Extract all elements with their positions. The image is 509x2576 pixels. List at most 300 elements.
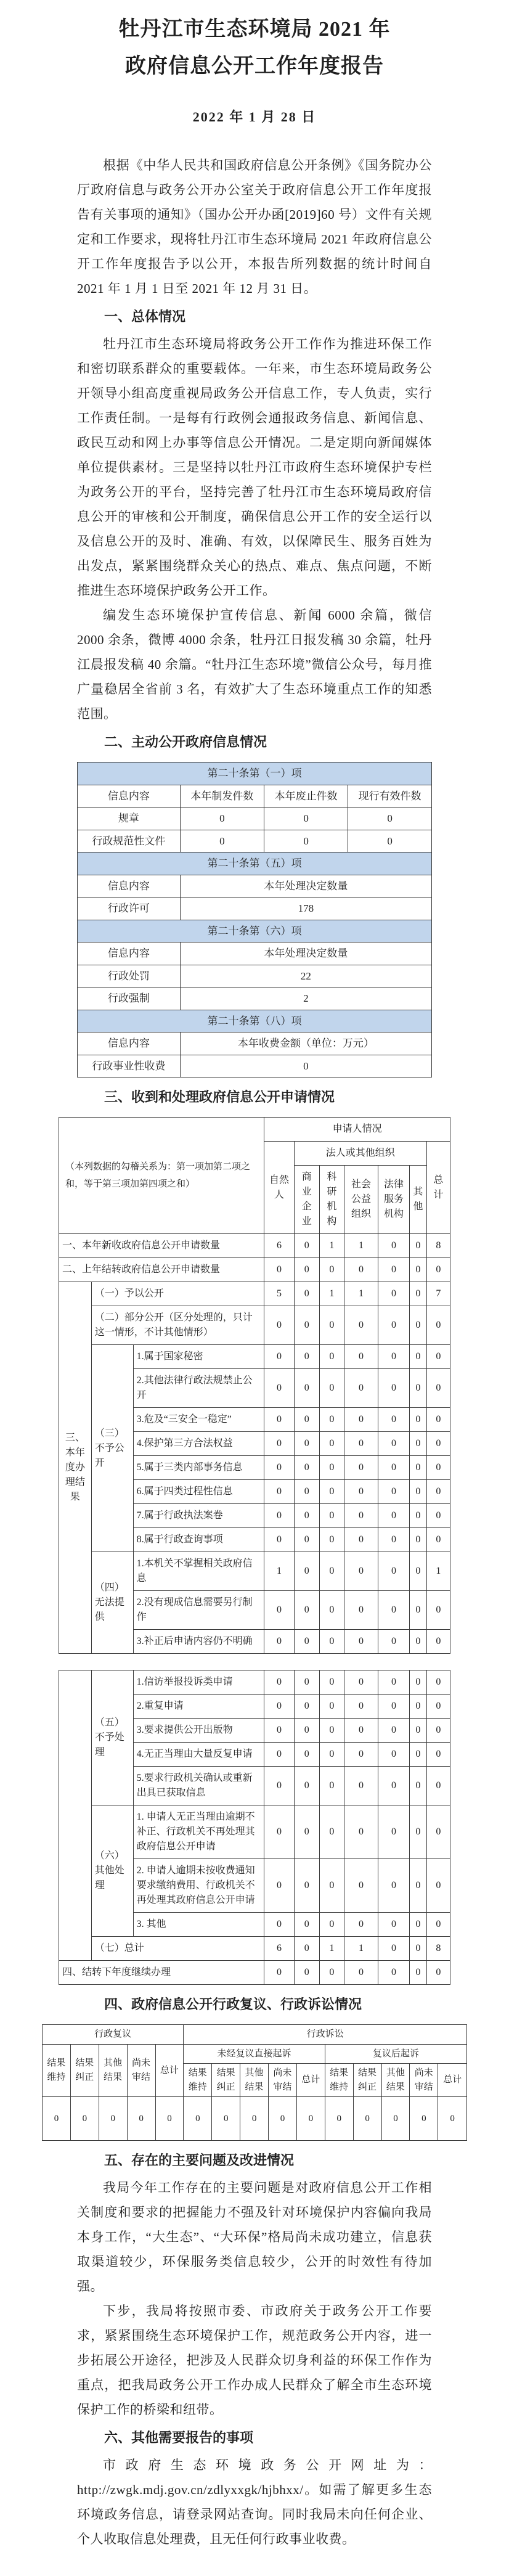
- problems-paragraph-1: 我局今年工作存在的主要问题是对政府信息公开工作相关制度和要求的把握能力不强及针对环境保护内容偏向我局本身工作，“大生态”、“大环保”格局尚未成功建立，信息获取渠道较少，环保服务类信息较少，公开的时效性有待加强。: [77, 2180, 432, 2294]
- table-cell: 0: [294, 1767, 319, 1805]
- table-cell: 1. 申请人无正当理由逾期不补正、行政机关不再处理其政府信息公开申请: [133, 1805, 264, 1859]
- section-heading-problems: 五、存在的主要问题及改进情况: [104, 2153, 295, 2168]
- table-cell: 0: [319, 1695, 344, 1719]
- table-cell: 0: [294, 1432, 319, 1456]
- table-cell: 0: [409, 1630, 426, 1654]
- table-cell: 0: [319, 1456, 344, 1480]
- table-cell: 0: [409, 1456, 426, 1480]
- table-cell: 社会公益组织: [344, 1166, 378, 1234]
- proactive-disclosure-table-grid: [77, 762, 432, 1077]
- table-cell: 0: [264, 1306, 294, 1345]
- table-cell: 0: [264, 1591, 294, 1630]
- table-cell: 1: [319, 1282, 344, 1306]
- table-cell: 0: [344, 1258, 378, 1282]
- applications-table-part1: [59, 1117, 450, 1654]
- table-cell: 0: [264, 1504, 294, 1528]
- table-cell: 行政事业性收费: [78, 1055, 181, 1077]
- table-cell: 0: [294, 1591, 319, 1630]
- table-cell: 0: [344, 1306, 378, 1345]
- table-cell: 总计: [438, 2064, 467, 2097]
- table-cell: 其他: [409, 1166, 426, 1234]
- table-cell: 0: [353, 2097, 381, 2141]
- table-cell: （六）其他处理: [91, 1805, 133, 1937]
- table-cell: 0: [319, 1432, 344, 1456]
- table-cell: 0: [269, 2097, 297, 2141]
- table-cell: 0: [264, 1695, 294, 1719]
- table-cell: 0: [294, 1504, 319, 1528]
- table-cell: 0: [264, 808, 348, 830]
- table-cell: 0: [409, 1345, 426, 1369]
- table-section-header-cell: 第二十条第（一）项: [78, 763, 432, 785]
- table-cell: 0: [240, 2097, 269, 2141]
- table-cell: 0: [409, 1480, 426, 1504]
- table-cell: 0: [378, 1695, 410, 1719]
- table-cell: 0: [264, 1913, 294, 1937]
- review-litigation-table: [42, 2024, 467, 2141]
- table-cell: 1.本机关不掌握相关政府信息: [133, 1552, 264, 1591]
- table-cell: 0: [319, 1961, 344, 1985]
- table-cell: 法律服务机构: [378, 1166, 410, 1234]
- table-cell: 0: [296, 2097, 325, 2141]
- table-cell: （五）不予处理: [91, 1670, 133, 1805]
- table-cell: 0: [378, 1937, 410, 1961]
- table-cell: 0: [294, 1306, 319, 1345]
- table-cell: 0: [294, 1552, 319, 1591]
- table-cell: 0: [426, 1408, 450, 1432]
- table-cell: 0: [344, 1670, 378, 1695]
- table-cell: 0: [426, 1528, 450, 1552]
- table-cell: 0: [294, 1480, 319, 1504]
- table-cell: 0: [184, 2097, 212, 2141]
- table-cell: 行政规范性文件: [78, 830, 181, 853]
- table-cell: 0: [409, 1258, 426, 1282]
- table-cell: 行政处罚: [78, 965, 181, 987]
- table-cell: 22: [180, 965, 431, 987]
- table-cell: 0: [409, 1432, 426, 1456]
- table-cell: 0: [344, 1345, 378, 1369]
- table-cell: 0: [319, 1591, 344, 1630]
- table-cell: 0: [378, 1369, 410, 1408]
- table-cell: 7.属于行政执法案卷: [133, 1504, 264, 1528]
- table-cell: 0: [426, 1258, 450, 1282]
- table-cell: 四、结转下年度继续办理: [59, 1961, 264, 1985]
- table-cell: 0: [319, 1767, 344, 1805]
- table-cell: 0: [344, 1432, 378, 1456]
- table-cell: 3.要求提供公开出版物: [133, 1719, 264, 1743]
- table-cell: 0: [264, 1408, 294, 1432]
- table-cell: 0: [319, 1743, 344, 1767]
- table-cell: 0: [294, 1805, 319, 1859]
- table-cell: 0: [319, 1258, 344, 1282]
- table-cell: 2.其他法律行政法规禁止公开: [133, 1369, 264, 1408]
- table-cell: 0: [344, 1961, 378, 1985]
- table-cell: 总计: [296, 2064, 325, 2097]
- table-cell: 0: [409, 1552, 426, 1591]
- table-cell: 8.属于行政查询事项: [133, 1528, 264, 1552]
- table-cell: 0: [378, 1630, 410, 1654]
- table-section-header-cell: 第二十条第（五）项: [78, 853, 432, 875]
- table-cell: 178: [180, 898, 431, 920]
- problems-paragraph-2: 下步，我局将按照市委、市政府关于政务公开工作要求，紧紧围绕生态环境保护工作，规范政务公开内容，进一步拓展公开途径，把涉及人民群众切身利益的环保工作作为重点，把我局政务公开工作办成人民群众了解全市生态环境保护工作的桥梁和纽带。: [77, 2304, 432, 2417]
- table-cell: 6: [264, 1937, 294, 1961]
- table-cell: 0: [378, 1306, 410, 1345]
- table-cell: 0: [264, 1369, 294, 1408]
- report-title-line2: 政府信息公开工作年度报告: [125, 54, 384, 78]
- table-cell: 0: [409, 1282, 426, 1306]
- table-cell: 0: [294, 1408, 319, 1432]
- table-cell: 0: [344, 1528, 378, 1552]
- table-cell: 0: [344, 1480, 378, 1504]
- table-cell: 0: [409, 1408, 426, 1432]
- table-cell: 0: [426, 1306, 450, 1345]
- table-cell: 结果纠正: [70, 2044, 99, 2097]
- table-cell: 0: [319, 1306, 344, 1345]
- table-cell: 0: [264, 1719, 294, 1743]
- table-cell: 法人或其他组织: [294, 1142, 426, 1166]
- table-cell: 0: [344, 1767, 378, 1805]
- table-cell: 0: [426, 1805, 450, 1859]
- table-cell: 0: [378, 1961, 410, 1985]
- table-cell: 规章: [78, 808, 181, 830]
- intro-paragraph: 根据《中华人民共和国政府信息公开条例》《国务院办公厅政府信息与政务公开办公室关于政府信息公开工作年度报告有关事项的通知》（国办公开办函[2019]60 号）文件有关规定和工作要求，现将牡丹江市生态环境局 2021 年政府信息公开工作年度报告予以公开，本报告所列数据的统计时间自 2021 年 1 月 1 日至 2021 年 12 月 31 日。: [77, 158, 432, 296]
- table-cell: 0: [426, 1345, 450, 1369]
- table-cell: 0: [344, 1504, 378, 1528]
- table-cell: 2.重复申请: [133, 1695, 264, 1719]
- table-cell: 3. 其他: [133, 1913, 264, 1937]
- table-cell: 0: [426, 1913, 450, 1937]
- table-cell: 0: [344, 1552, 378, 1591]
- table-cell: 0: [319, 1805, 344, 1859]
- table-cell: 0: [348, 830, 432, 853]
- table-cell: 本年制发件数: [180, 785, 264, 808]
- table-cell: 1: [344, 1282, 378, 1306]
- table-cell: 5.属于三类内部事务信息: [133, 1456, 264, 1480]
- table-cell: 7: [426, 1282, 450, 1306]
- table-cell: 0: [378, 1504, 410, 1528]
- table-section-header-cell: 第二十条第（六）项: [78, 920, 432, 942]
- table-cell: 0: [409, 1695, 426, 1719]
- table-cell: 0: [378, 1345, 410, 1369]
- table-cell: 6.属于四类过程性信息: [133, 1480, 264, 1504]
- table-cell: 信息内容: [78, 942, 181, 965]
- table-cell: 0: [409, 1719, 426, 1743]
- table-cell: 0: [294, 1719, 319, 1743]
- table-cell: 0: [348, 808, 432, 830]
- table-cell: 0: [294, 1282, 319, 1306]
- table-cell: 0: [294, 1695, 319, 1719]
- table-cell: 其他结果: [381, 2064, 410, 2097]
- table-cell: 0: [344, 1913, 378, 1937]
- table-cell: 0: [264, 1528, 294, 1552]
- table-cell: 0: [409, 1937, 426, 1961]
- table-cell: 0: [264, 1743, 294, 1767]
- table-cell: 0: [294, 1234, 319, 1258]
- table-cell: 0: [344, 1591, 378, 1630]
- table-cell: 2. 申请人逾期未按收费通知要求缴纳费用、行政机关不再处理其政府信息公开申请: [133, 1859, 264, 1913]
- table-cell: 行政强制: [78, 987, 181, 1010]
- table-cell: 0: [378, 1234, 410, 1258]
- table-cell: 4.无正当理由大量反复申请: [133, 1743, 264, 1767]
- table-cell: 0: [409, 1670, 426, 1695]
- report-date: 2022 年 1 月 28 日: [192, 109, 317, 125]
- table-cell: 结果维持: [43, 2044, 71, 2097]
- table-cell: 0: [344, 1630, 378, 1654]
- table-cell: 0: [264, 1432, 294, 1456]
- table-cell: 0: [378, 1743, 410, 1767]
- table-cell: 2: [180, 987, 431, 1010]
- proactive-disclosure-table: [77, 762, 432, 1077]
- table-cell: 0: [438, 2097, 467, 2141]
- table-cell: 二、上年结转政府信息公开申请数量: [59, 1258, 264, 1282]
- table-cell: 5.要求行政机关确认或重新出具已获取信息: [133, 1767, 264, 1805]
- table-cell: 0: [378, 1282, 410, 1306]
- table-cell: 0: [294, 1456, 319, 1480]
- table-cell: （本列数据的勾稽关系为：第一项加第二项之和，等于第三项加第四项之和）: [59, 1118, 264, 1234]
- table-cell: 自然人: [264, 1142, 294, 1234]
- table-cell: 1: [319, 1937, 344, 1961]
- table-cell: 1: [344, 1234, 378, 1258]
- table-cell: 0: [378, 1859, 410, 1913]
- table-cell: 0: [344, 1859, 378, 1913]
- table-cell: 0: [426, 1369, 450, 1408]
- table-cell: 信息内容: [78, 785, 181, 808]
- table-cell: 0: [344, 1456, 378, 1480]
- applications-table-part2-grid: [59, 1670, 450, 1985]
- table-cell: 0: [409, 1234, 426, 1258]
- table-cell: （二）部分公开（区分处理的，只计这一情形，不计其他情形）: [91, 1306, 264, 1345]
- table-cell: 科研机构: [319, 1166, 344, 1234]
- table-cell: 总计: [155, 2044, 184, 2097]
- table-cell: 0: [426, 1670, 450, 1695]
- table-cell: 0: [378, 1432, 410, 1456]
- table-cell: 0: [264, 1670, 294, 1695]
- table-cell: [59, 1670, 92, 1961]
- table-cell: 0: [426, 1743, 450, 1767]
- table-cell: 0: [319, 1630, 344, 1654]
- table-cell: 0: [409, 1528, 426, 1552]
- table-cell: 0: [409, 1961, 426, 1985]
- table-cell: 行政复议: [43, 2025, 184, 2045]
- table-cell: 0: [319, 1480, 344, 1504]
- table-cell: 0: [378, 1670, 410, 1695]
- table-cell: 0: [212, 2097, 240, 2141]
- table-cell: 0: [264, 1630, 294, 1654]
- table-cell: 本年收费金额（单位：万元）: [180, 1032, 431, 1055]
- table-cell: 结果维持: [184, 2064, 212, 2097]
- table-cell: 0: [294, 1913, 319, 1937]
- table-cell: 尚未审结: [127, 2044, 155, 2097]
- table-cell: 1.信访举报投诉类申请: [133, 1670, 264, 1695]
- section-heading-review-litigation: 四、政府信息公开行政复议、行政诉讼情况: [104, 1997, 362, 2012]
- table-cell: 3.危及“三安全一稳定”: [133, 1408, 264, 1432]
- table-cell: 0: [426, 1591, 450, 1630]
- table-cell: 0: [378, 1258, 410, 1282]
- table-cell: 其他结果: [240, 2064, 269, 2097]
- table-cell: （七）总计: [91, 1937, 264, 1961]
- table-cell: 0: [264, 830, 348, 853]
- table-cell: 0: [43, 2097, 71, 2141]
- table-cell: （四）无法提供: [91, 1552, 133, 1654]
- table-cell: 0: [264, 1258, 294, 1282]
- table-cell: 0: [409, 1369, 426, 1408]
- table-cell: 0: [378, 1767, 410, 1805]
- table-cell: 一、本年新收政府信息公开申请数量: [59, 1234, 264, 1258]
- table-cell: 0: [426, 1480, 450, 1504]
- table-cell: 0: [294, 1961, 319, 1985]
- table-cell: 0: [344, 1695, 378, 1719]
- table-cell: 0: [344, 1408, 378, 1432]
- table-cell: 0: [294, 1630, 319, 1654]
- table-cell: 0: [294, 1528, 319, 1552]
- table-cell: 行政许可: [78, 898, 181, 920]
- table-cell: 0: [264, 1767, 294, 1805]
- report-title-line1: 牡丹江市生态环境局 2021 年: [118, 18, 391, 41]
- table-cell: 0: [294, 1258, 319, 1282]
- applications-table-part1-grid: [59, 1117, 450, 1654]
- table-cell: 三、本年度办理结果: [59, 1282, 92, 1654]
- table-cell: 0: [409, 1805, 426, 1859]
- table-cell: 申请人情况: [264, 1118, 450, 1142]
- table-cell: 0: [381, 2097, 410, 2141]
- table-cell: 0: [409, 1306, 426, 1345]
- table-cell: 0: [378, 1456, 410, 1480]
- table-cell: 0: [319, 1345, 344, 1369]
- table-cell: 1.属于国家秘密: [133, 1345, 264, 1369]
- table-cell: 0: [319, 1552, 344, 1591]
- table-cell: 0: [426, 1630, 450, 1654]
- table-cell: 1: [426, 1552, 450, 1591]
- table-cell: 0: [294, 1345, 319, 1369]
- table-cell: 0: [378, 1805, 410, 1859]
- table-cell: 0: [319, 1670, 344, 1695]
- table-cell: 4.保护第三方合法权益: [133, 1432, 264, 1456]
- table-section-header-cell: 第二十条第（八）项: [78, 1010, 432, 1032]
- section-heading-other-matters: 六、其他需要报告的事项: [104, 2430, 254, 2445]
- table-cell: 0: [99, 2097, 127, 2141]
- table-cell: 0: [344, 1743, 378, 1767]
- applications-table-part2: [59, 1670, 450, 1985]
- section-heading-proactive-disclosure: 二、主动公开政府信息情况: [104, 734, 267, 750]
- other-matters-paragraph: 市政府生态环境政务公开网址为：http://zwgk.mdj.gov.cn/zdlyxxgk/hjbhxx/。如需了解更多生态环境政务信息，请登录网站查询。同时我局未向任何企业、个人收取信息处理费，且无任何行政事业收费。: [77, 2458, 432, 2546]
- table-cell: 0: [294, 1743, 319, 1767]
- table-cell: 其他结果: [99, 2044, 127, 2097]
- table-cell: 0: [409, 1743, 426, 1767]
- table-cell: 0: [319, 1408, 344, 1432]
- table-cell: 复议后起诉: [325, 2044, 466, 2064]
- table-cell: 6: [264, 1234, 294, 1258]
- table-cell: 8: [426, 1937, 450, 1961]
- table-cell: 本年处理决定数量: [180, 942, 431, 965]
- overview-paragraph-2: 编发生态环境保护宣传信息、新闻 6000 余篇，微信 2000 余条，微博 4000 余条，牡丹江日报发稿 30 余篇，牡丹江晨报发稿 40 余篇。“牡丹江生态环境”微信公众号，每月推广量稳居全省前 3 名，有效扩大了生态环境重点工作的知悉范围。: [77, 608, 432, 721]
- table-cell: 尚未审结: [410, 2064, 438, 2097]
- table-cell: 信息内容: [78, 1032, 181, 1055]
- table-cell: 0: [409, 1913, 426, 1937]
- table-cell: 0: [155, 2097, 184, 2141]
- table-cell: 结果维持: [325, 2064, 353, 2097]
- table-cell: 0: [378, 1591, 410, 1630]
- table-cell: 0: [319, 1859, 344, 1913]
- table-cell: 0: [325, 2097, 353, 2141]
- table-cell: 0: [319, 1369, 344, 1408]
- table-cell: （三）不予公开: [91, 1345, 133, 1552]
- table-cell: 0: [378, 1480, 410, 1504]
- table-cell: 0: [409, 1767, 426, 1805]
- table-cell: 总计: [426, 1142, 450, 1234]
- table-cell: 0: [426, 1504, 450, 1528]
- table-cell: 0: [319, 1719, 344, 1743]
- table-cell: 0: [180, 830, 264, 853]
- table-cell: 0: [180, 1055, 431, 1077]
- table-cell: 0: [378, 1408, 410, 1432]
- table-cell: 本年处理决定数量: [180, 875, 431, 898]
- table-cell: 结果纠正: [353, 2064, 381, 2097]
- table-cell: 0: [264, 1480, 294, 1504]
- table-cell: 0: [378, 1913, 410, 1937]
- table-cell: 本年废止件数: [264, 785, 348, 808]
- table-cell: 0: [319, 1528, 344, 1552]
- overview-paragraph-1: 牡丹江市生态环境局将政务公开工作作为推进环保工作和密切联系群众的重要载体。一年来，市生态环境局政务公开领导小组高度重视局政务公开信息工作，专人负责，实行工作责任制。一是每有行政例会通报政务信息、新闻信息、政民互动和网上办事等信息公开情况。二是定期向新闻媒体单位提供素材。三是坚持以牡丹江市政府生态环境保护专栏为政务公开的平台，坚持完善了牡丹江市生态环境局政府信息公开的审核和公开制度，确保信息公开工作的安全运行以及信息公开的及时、准确、有效，以保障民生、服务百姓为出发点，紧紧围绕群众关心的热点、难点、焦点问题，不断推进生态环境保护政务公开工作。: [77, 337, 432, 598]
- table-cell: 5: [264, 1282, 294, 1306]
- table-cell: 0: [426, 1695, 450, 1719]
- table-cell: 0: [294, 1369, 319, 1408]
- table-cell: 0: [409, 1591, 426, 1630]
- table-cell: 0: [319, 1504, 344, 1528]
- table-cell: 0: [264, 1961, 294, 1985]
- section-heading-overview: 一、总体情况: [104, 309, 186, 324]
- table-cell: 0: [319, 1913, 344, 1937]
- table-cell: 0: [378, 1552, 410, 1591]
- table-cell: 0: [264, 1345, 294, 1369]
- table-cell: 0: [294, 1670, 319, 1695]
- table-cell: 0: [426, 1859, 450, 1913]
- table-cell: 尚未审结: [269, 2064, 297, 2097]
- table-cell: 0: [378, 1528, 410, 1552]
- table-cell: 1: [264, 1552, 294, 1591]
- table-cell: 0: [70, 2097, 99, 2141]
- table-cell: 0: [264, 1805, 294, 1859]
- table-cell: 0: [344, 1369, 378, 1408]
- table-cell: （一）予以公开: [91, 1282, 264, 1306]
- section-heading-applications: 三、收到和处理政府信息公开申请情况: [104, 1089, 335, 1105]
- table-cell: 信息内容: [78, 875, 181, 898]
- table-cell: 现行有效件数: [348, 785, 432, 808]
- table-cell: 0: [294, 1937, 319, 1961]
- table-cell: 0: [426, 1456, 450, 1480]
- table-cell: 0: [426, 1961, 450, 1985]
- table-cell: 0: [344, 1805, 378, 1859]
- review-litigation-table-grid: [42, 2024, 467, 2141]
- table-cell: 0: [264, 1456, 294, 1480]
- table-cell: 1: [319, 1234, 344, 1258]
- table-cell: 商业企业: [294, 1166, 319, 1234]
- table-cell: 0: [409, 1859, 426, 1913]
- table-cell: 2.没有现成信息需要另行制作: [133, 1591, 264, 1630]
- table-cell: 0: [180, 808, 264, 830]
- table-cell: 0: [426, 1767, 450, 1805]
- table-cell: 0: [294, 1859, 319, 1913]
- table-cell: 0: [344, 1719, 378, 1743]
- table-cell: 0: [426, 1719, 450, 1743]
- table-cell: 0: [409, 1504, 426, 1528]
- table-cell: 0: [264, 1859, 294, 1913]
- table-cell: 结果纠正: [212, 2064, 240, 2097]
- table-cell: 1: [344, 1937, 378, 1961]
- table-cell: 0: [127, 2097, 155, 2141]
- table-cell: 0: [426, 1432, 450, 1456]
- table-cell: 0: [410, 2097, 438, 2141]
- table-cell: 8: [426, 1234, 450, 1258]
- table-cell: 行政诉讼: [184, 2025, 467, 2045]
